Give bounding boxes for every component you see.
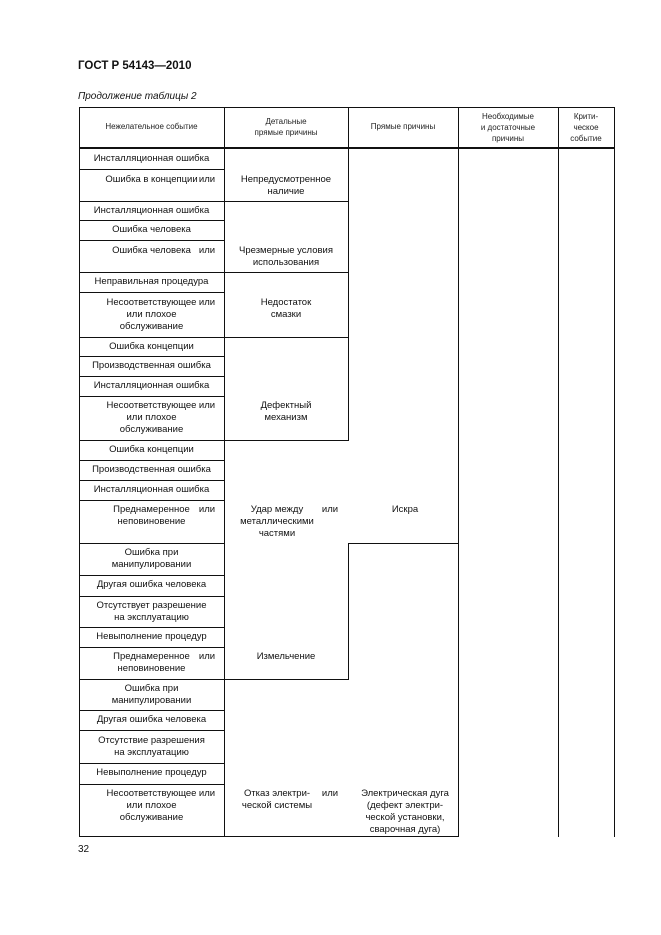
or-connector: или (321, 504, 339, 515)
or-connector: или (198, 504, 216, 515)
table-top-border (79, 107, 615, 108)
header-necessary-causes-line: и достаточные (480, 123, 536, 132)
detailed-cause-cell-line: наличие (267, 186, 305, 197)
event-row-border (79, 460, 225, 461)
detailed-cause-cell-line: Непредусмотренное (240, 174, 332, 185)
detailed-cause-cell-line: частями (258, 528, 296, 539)
event-cell (52, 380, 252, 392)
header-necessary-causes-line: причины (491, 134, 525, 143)
detailed-cause-cell-line: Удар между (250, 504, 304, 515)
event-cell-line: Инсталляционная ошибка (93, 153, 210, 164)
detailed-cause-cell (186, 400, 386, 424)
event-cell-line: Инсталляционная ошибка (93, 205, 210, 216)
direct-cause-cell (305, 788, 505, 836)
event-cell-line: Ошибка человека (112, 245, 191, 256)
event-row-border (79, 500, 225, 501)
detailed-block-border (224, 201, 349, 202)
event-cell-line: Инсталляционная ошибка (93, 484, 210, 495)
detailed-cause-cell (186, 297, 386, 321)
event-cell-line: манипулировании (111, 559, 192, 570)
event-cell-line: Ошибка в концепции (105, 174, 198, 185)
event-cell (52, 444, 252, 456)
column-divider-necessary (458, 107, 459, 837)
direct-cause-cell-line: Электрическая дуга (361, 788, 449, 799)
event-cell (52, 767, 252, 779)
event-cell-line: Ошибка при (124, 547, 179, 558)
event-cell-line: Несоответствующее (106, 788, 197, 799)
event-cell-line: или плохое (126, 412, 177, 423)
column-divider-critical (558, 107, 559, 147)
event-cell-line: или плохое (126, 309, 177, 320)
detailed-cause-cell-line: Отказ электри- (243, 788, 311, 799)
event-cell-line: Ошибка при (124, 683, 179, 694)
event-row-border (79, 627, 225, 628)
header-undesired-event-line: Нежелательное событие (105, 122, 198, 131)
event-row-border (79, 337, 225, 338)
event-row-border (79, 396, 225, 397)
direct-block-border (348, 543, 459, 544)
event-cell (52, 579, 252, 591)
event-cell (52, 600, 252, 624)
event-cell (52, 224, 252, 236)
detailed-block-border (224, 272, 349, 273)
header-bottom-border (79, 147, 615, 149)
event-cell-line: Ошибка человека (112, 224, 191, 235)
event-row-border (79, 710, 225, 711)
direct-cause-cell-line: ческой установки, (365, 812, 445, 823)
detailed-cause-cell-line: Чрезмерные условия (239, 245, 333, 256)
detailed-cause-cell-line: использования (252, 257, 320, 268)
event-row-border (79, 356, 225, 357)
event-cell-line: Несоответствующее (106, 297, 197, 308)
event-row-border (79, 763, 225, 764)
event-cell-line: Другая ошибка человека (96, 714, 207, 725)
or-connector: или (198, 400, 216, 411)
event-cell-line: обслуживание (119, 424, 184, 435)
header-critical-event-line: Крити- (573, 112, 599, 121)
event-cell-line: Отсутствует разрешение (96, 600, 207, 611)
event-cell-line: манипулировании (111, 695, 192, 706)
detailed-cause-cell-line: Недостаток (260, 297, 312, 308)
page-header: ГОСТ Р 54143—2010 (78, 60, 192, 72)
header-direct-causes-line: Прямые причины (370, 122, 436, 131)
event-cell (52, 205, 252, 217)
event-cell (52, 360, 252, 372)
event-cell (52, 153, 252, 165)
event-cell-line: Преднамеренное (113, 504, 190, 515)
or-connector: или (321, 788, 339, 799)
header-detailed-causes-line: Детальные (265, 117, 307, 126)
header-critical-event (486, 111, 661, 144)
event-cell (52, 341, 252, 353)
event-row-border (79, 272, 225, 273)
detailed-column-border (348, 147, 349, 440)
event-cell (52, 631, 252, 643)
event-cell-line: или плохое (126, 800, 177, 811)
event-cell (52, 276, 252, 288)
event-cell-line: Невыполнение процедур (96, 767, 207, 778)
or-connector: или (198, 788, 216, 799)
or-connector: или (198, 245, 216, 256)
event-cell-line: Производственная ошибка (92, 464, 211, 475)
event-cell-line: обслуживание (119, 812, 184, 823)
detailed-cause-cell-line: механизм (264, 412, 308, 423)
detailed-cause-cell (186, 245, 386, 269)
event-row-border (79, 480, 225, 481)
header-divider-2 (348, 107, 349, 147)
header-divider-1 (224, 107, 225, 147)
detailed-cause-cell (186, 174, 386, 198)
direct-cause-cell-line: сварочная дуга) (369, 824, 441, 835)
event-row-border (79, 596, 225, 597)
event-cell-line: Ошибка концепции (109, 341, 194, 352)
detailed-block-border (224, 679, 349, 680)
event-cell-line: Другая ошибка человека (96, 579, 207, 590)
detailed-cause-cell-line: смазки (270, 309, 302, 320)
detailed-cause-cell (186, 651, 386, 663)
event-cell-line: Отсутствие разрешения (98, 735, 205, 746)
detailed-column-border (348, 543, 349, 680)
event-cell (52, 683, 252, 707)
event-cell-line: обслуживание (119, 321, 184, 332)
event-cell (52, 735, 252, 759)
event-row-border (79, 220, 225, 221)
event-row-border (79, 240, 225, 241)
table-caption: Продолжение таблицы 2 (78, 91, 197, 102)
direct-cause-cell (305, 504, 505, 516)
header-necessary-causes-line: Необходимые (481, 112, 534, 121)
direct-cause-cell-line: Искра (391, 504, 419, 515)
event-cell-line: на эксплуатацию (114, 747, 189, 758)
detailed-cause-cell-line: металлическими (240, 516, 314, 527)
event-row-border (79, 784, 225, 785)
event-row-border (79, 201, 225, 202)
detailed-block-border (224, 337, 349, 338)
event-row-border (79, 543, 225, 544)
event-cell-line: неповиновение (117, 663, 186, 674)
event-row-border (79, 730, 225, 731)
event-row-border (79, 647, 225, 648)
event-cell (52, 714, 252, 726)
table-bottom-border (79, 836, 459, 837)
event-cell-line: Ошибка концепции (109, 444, 194, 455)
event-cell-line: Преднамеренное (113, 651, 190, 662)
event-cell-line: неповиновение (117, 516, 186, 527)
header-detailed-causes-line: прямые причины (254, 128, 318, 137)
detailed-cause-cell-line: Измельчение (256, 651, 316, 662)
event-cell-line: на эксплуатацию (114, 612, 189, 623)
event-row-border (79, 169, 225, 170)
event-cell-line: Инсталляционная ошибка (93, 380, 210, 391)
detailed-cause-cell-line: ческой системы (241, 800, 313, 811)
event-row-border (79, 679, 225, 680)
event-cell-line: Производственная ошибка (92, 360, 211, 371)
column-divider-critical (558, 147, 559, 837)
event-row-border (79, 575, 225, 576)
direct-cause-cell-line: (дефект электри- (366, 800, 444, 811)
event-cell-line: Невыполнение процедур (96, 631, 207, 642)
or-connector: или (198, 174, 216, 185)
header-critical-event-line: ческое (573, 123, 599, 132)
event-cell (52, 547, 252, 571)
page-number: 32 (78, 844, 90, 855)
detailed-block-border (224, 440, 349, 441)
table-right-border (614, 107, 615, 837)
event-row-border (79, 440, 225, 441)
or-connector: или (198, 297, 216, 308)
event-cell-line: Несоответствующее (106, 400, 197, 411)
header-critical-event-line: событие (570, 134, 602, 143)
event-row-border (79, 376, 225, 377)
event-row-border (79, 292, 225, 293)
detailed-cause-cell-line: Дефектный (260, 400, 312, 411)
event-cell-line: Неправильная процедура (94, 276, 209, 287)
event-cell (52, 464, 252, 476)
or-connector: или (198, 651, 216, 662)
event-cell (52, 484, 252, 496)
